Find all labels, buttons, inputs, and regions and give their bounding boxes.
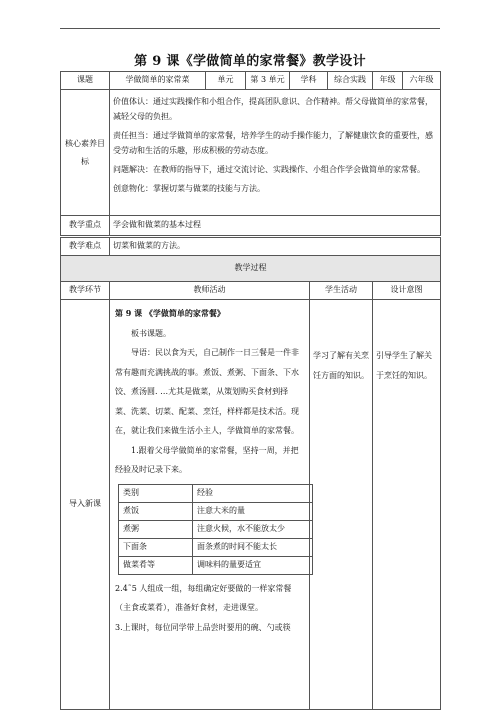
- unit-value: 第 3 单元: [246, 72, 290, 90]
- goal-responsibility: 责任担当：通过学做简单的家常餐，培养学生的动手操作能力，了解健康饮食的重要性，感受劳动和生活的乐趣，形成积极的劳动态度。: [113, 131, 433, 155]
- header-stage: 教学环节: [61, 282, 110, 300]
- teacher-step-2: 2.4˜5 人组成一组，每组确定好要做的一样家常餐（主食或菜肴），准备好食材，走进课堂。: [115, 583, 292, 612]
- experience-cell: 煮饭: [119, 502, 193, 520]
- goal-problem-solving: 问题解决：在教师的指导下，通过交流讨论、实践操作、小组合作学会做简单的家常餐。: [113, 165, 425, 174]
- process-section-title: 教学过程: [61, 256, 441, 282]
- key-point-row: [61, 216, 441, 236]
- experience-cell: 类别: [119, 484, 193, 502]
- experience-cell: 经验: [193, 484, 313, 502]
- course-label: 课题: [61, 72, 110, 90]
- lesson-heading: 第 9 课 《学做简单的家常餐》: [115, 308, 225, 318]
- grade-value: 六年级: [403, 72, 441, 90]
- experience-cell: 注意火候，水不能放太少: [193, 520, 313, 538]
- experience-cell: 调味料的量要适宜: [193, 556, 313, 574]
- experience-row: [119, 520, 313, 538]
- experience-cell: 做菜肴等: [119, 556, 193, 574]
- process-table: [60, 237, 441, 710]
- goal-value: 价值体认：通过实践操作和小组合作，提高团队意识、合作精神。帮父母做简单的家常餐，减轻父母的负担。: [113, 97, 433, 121]
- experience-table: [118, 484, 313, 575]
- teacher-step-3: 3.上课时，每位同学带上品尝时要用的碗、勺或筷: [115, 622, 291, 632]
- key-point-value: 学会做和做菜的基本过程: [110, 216, 441, 236]
- student-activity: 学习了解有关烹饪方面的知识。: [310, 300, 373, 710]
- experience-header-row: [119, 484, 313, 502]
- teacher-step-1: 1.跟着父母学做简单的家常餐，坚持一周，并把经验及时记录下来。: [115, 445, 299, 474]
- experience-row: [119, 538, 313, 556]
- goals-row: [61, 90, 441, 216]
- course-value: 学做简单的家常菜: [110, 72, 206, 90]
- unit-label: 单元: [206, 72, 246, 90]
- header-teacher: 教师活动: [110, 282, 310, 300]
- header-intent: 设计意图: [373, 282, 441, 300]
- subject-value: 综合实践: [328, 72, 373, 90]
- teacher-intro: 导语：民以食为天，自己制作一日三餐是一件非常有趣而充满挑战的事。煮饭、煮粥、下面条、下水饺、煮汤圆. …尤其是做菜，从策划购买食材到择菜、洗菜、切菜、配菜、烹饪，样样都是技术活。现在，就让我们来做生活小主人，学做简单的家常餐。: [115, 348, 299, 435]
- experience-row: [119, 502, 313, 520]
- goals-content: [110, 90, 441, 216]
- info-table: [60, 71, 441, 236]
- experience-cell: 面条煮的时间不能太长: [193, 538, 313, 556]
- design-intent: 引导学生了解关于烹饪的知识。: [373, 300, 441, 710]
- experience-cell: 注意大米的量: [193, 502, 313, 520]
- teacher-step-board: 板书课题。: [131, 328, 171, 338]
- stage-label: 导入新课: [61, 300, 110, 710]
- process-row: [61, 300, 441, 710]
- process-header-row: [61, 282, 441, 300]
- goal-creativity: 创意物化：掌握切菜与做菜的技能与方法。: [113, 184, 265, 193]
- teacher-activity: [110, 300, 310, 710]
- subject-label: 学科: [290, 72, 328, 90]
- header-student: 学生活动: [310, 282, 373, 300]
- grade-label: 年级: [373, 72, 403, 90]
- difficulty-row: [61, 238, 441, 256]
- difficulty-value: 切菜和做菜的方法。: [110, 238, 441, 256]
- process-section-row: [61, 256, 441, 282]
- difficulty-label: 教学难点: [61, 238, 110, 256]
- experience-row: [119, 556, 313, 574]
- experience-cell: 煮粥: [119, 520, 193, 538]
- page-title: 第 9 课《学做简单的家常餐》教学设计: [134, 54, 366, 69]
- header-rule: [60, 28, 440, 29]
- experience-cell: 下面条: [119, 538, 193, 556]
- key-point-label: 教学重点: [61, 216, 110, 236]
- goals-label: 核心素养目标: [61, 90, 110, 216]
- info-row: [61, 72, 441, 90]
